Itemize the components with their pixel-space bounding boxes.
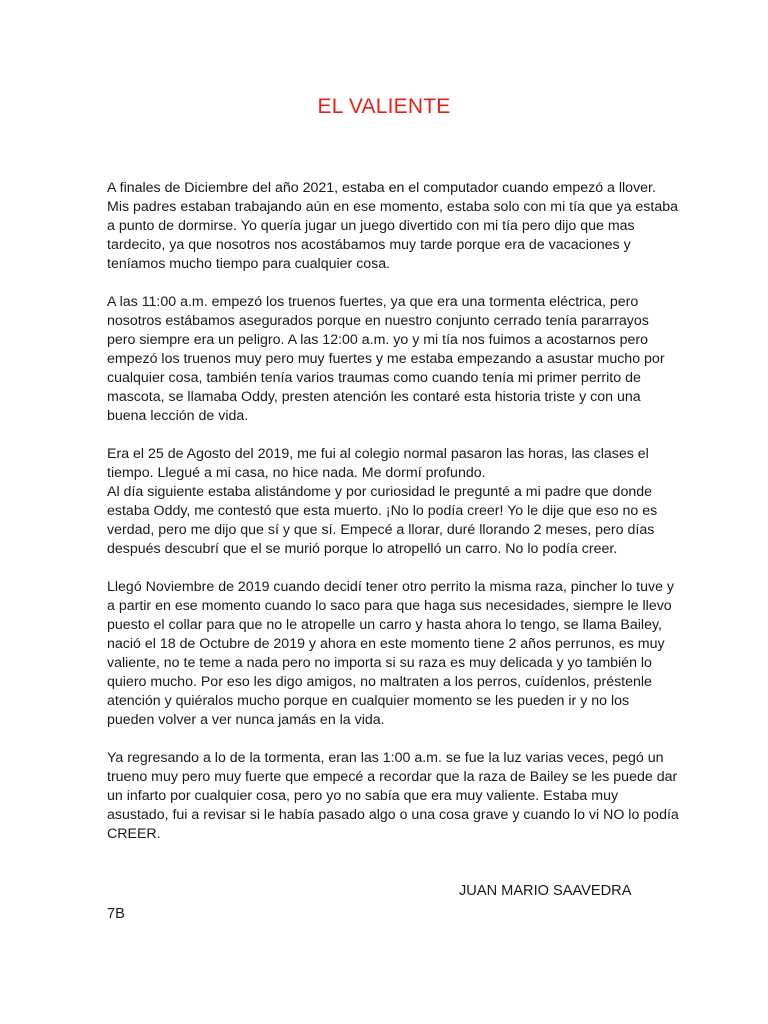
text-line: CREER.: [107, 826, 161, 842]
text-line: cualquier cosa, también tenía varios traumas como cuando tenía mi primer perrito de: [107, 370, 641, 386]
text-line: Era el 25 de Agosto del 2019, me fui al colegio normal pasaron las horas, las clases el: [107, 446, 649, 462]
paragraph-3: [107, 445, 667, 559]
text-line: atención y quiéralos mucho porque en cualquier momento se les pueden ir y no los: [107, 693, 630, 709]
document-title: EL VALIENTE: [317, 95, 451, 118]
paragraph-5: [107, 749, 679, 844]
text-line: Al día siguiente estaba alistándome y por curiosidad le pregunté a mi padre que donde: [107, 484, 652, 500]
paragraph-1: [107, 179, 679, 274]
text-line: asustado, fui a revisar si le había pasado algo o una cosa grave y cuando lo vi NO lo podía: [107, 807, 679, 823]
author-name: JUAN MARIO SAAVEDRA: [459, 883, 632, 899]
text-line: estaba Oddy, me contestó que esta muerto. ¡No lo podía creer! Yo le dije que eso no es: [107, 503, 658, 519]
text-line: puesto el collar para que no le atropelle un carro y hasta ahora lo tengo, se llama Bailey,: [107, 617, 662, 633]
text-line: A las 11:00 a.m. empezó los truenos fuertes, ya que era una tormenta eléctrica, pero: [107, 294, 639, 310]
text-line: después descubrí que el se murió porque lo atropelló un carro. No lo podía creer.: [107, 541, 618, 557]
text-line: mascota, se llamaba Oddy, presten atención les contaré esta historia triste y con una: [107, 389, 641, 405]
text-line: tiempo. Llegué a mi casa, no hice nada. Me dormí profundo.: [107, 465, 486, 481]
document-body: [107, 179, 679, 863]
text-line: trueno muy pero muy fuerte que empecé a recordar que la raza de Bailey se les puede dar: [107, 769, 678, 785]
grade-label: 7B: [107, 906, 125, 922]
text-line: Mis padres estaban trabajando aún en ese momento, estaba solo con mi tía que ya estaba: [107, 199, 679, 215]
paragraph-2: [107, 293, 667, 426]
text-line: Llegó Noviembre de 2019 cuando decidí tener otro perrito la misma raza, pincher lo tuve y: [107, 579, 675, 595]
text-line: pueden volver a ver nunca jamás en la vida.: [107, 712, 385, 728]
text-line: A finales de Diciembre del año 2021, estaba en el computador cuando empezó a llover.: [107, 180, 656, 196]
text-line: verdad, pero me dijo que sí y que sí. Empecé a llorar, duré llorando 2 meses, pero días: [107, 522, 655, 538]
text-line: Ya regresando a lo de la tormenta, eran las 1:00 a.m. se fue la luz varias veces, pegó un: [107, 750, 664, 766]
text-line: valiente, no te teme a nada pero no importa si su raza es muy delicada y yo también lo: [107, 655, 652, 671]
text-line: teníamos mucho tiempo para cualquier cosa.: [107, 256, 391, 272]
text-line: tardecito, ya que nosotros nos acostábamos muy tarde porque era de vacaciones y: [107, 237, 631, 253]
text-line: buena lección de vida.: [107, 408, 249, 424]
text-line: pero siempre era un peligro. A las 12:00 a.m. yo y mi tía nos fuimos a acostarnos pero: [107, 332, 648, 348]
text-line: a partir en ese momento cuando lo saco para que haga sus necesidades, siempre le llevo: [107, 598, 672, 614]
text-line: nosotros estábamos asegurados porque en nuestro conjunto cerrado tenía pararrayos: [107, 313, 649, 329]
text-line: un infarto por cualquier cosa, pero yo no sabía que era muy valiente. Estaba muy: [107, 788, 619, 804]
text-line: empezó los truenos muy pero muy fuertes y me estaba empezando a asustar mucho por: [107, 351, 665, 367]
paragraph-4: [107, 578, 675, 730]
text-line: nació el 18 de Octubre de 2019 y ahora en este momento tiene 2 años perrunos, es muy: [107, 636, 665, 652]
text-line: quiero mucho. Por eso les digo amigos, no maltraten a los perros, cuídenlos, préstenle: [107, 674, 652, 690]
text-line: a punto de dormirse. Yo quería jugar un juego divertido con mi tía pero dijo que mas: [107, 218, 635, 234]
